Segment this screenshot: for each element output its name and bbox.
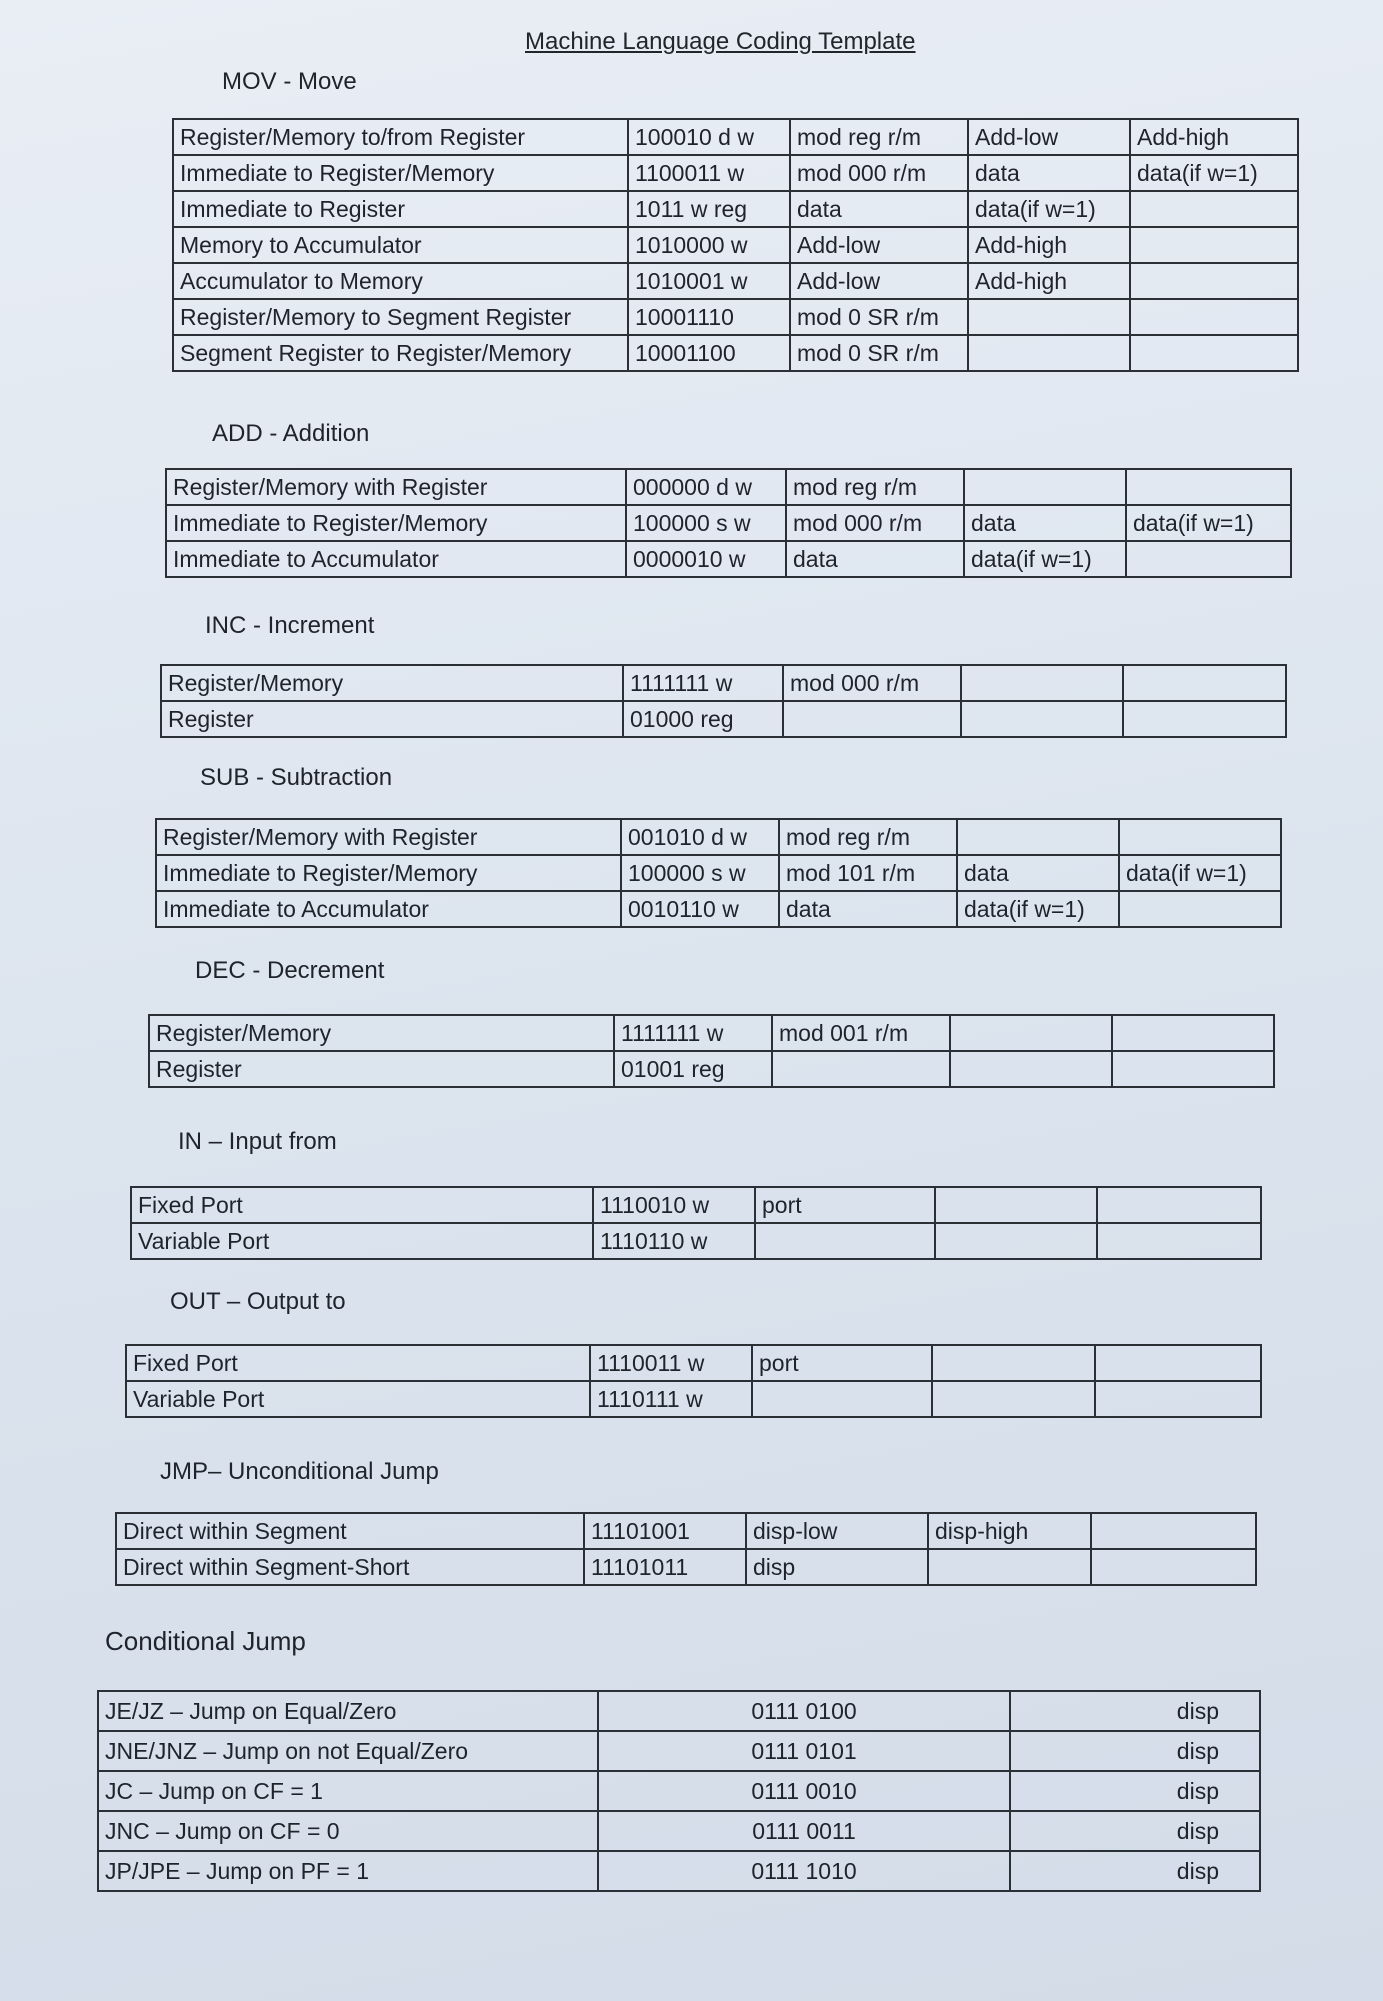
sub-table [155, 818, 1282, 928]
add-table [165, 468, 1292, 578]
table-row [149, 1051, 1274, 1087]
byte4-cell [1130, 191, 1298, 227]
mnemonic-cell: JNC – Jump on CF = 0 [98, 1811, 598, 1851]
table-row [149, 1015, 1274, 1051]
byte2-cell: mod 101 r/m [779, 855, 957, 891]
operation-cell: Immediate to Register [173, 191, 628, 227]
byte2-cell [752, 1381, 932, 1417]
section-heading-sub: SUB - Subtraction [200, 764, 393, 791]
displacement-cell: disp [1010, 1851, 1260, 1891]
byte2-cell: mod 0 SR r/m [790, 299, 968, 335]
byte4-cell [1126, 541, 1291, 577]
byte2-cell: data [779, 891, 957, 927]
table-row [116, 1513, 1256, 1549]
out-table [125, 1344, 1262, 1418]
section-heading-jmp: JMP– Unconditional Jump [160, 1458, 439, 1485]
byte3-cell [932, 1381, 1095, 1417]
byte3-cell: Add-high [968, 263, 1130, 299]
opcode-cell: 1111111 w [614, 1015, 772, 1051]
opcode-cell: 01001 reg [614, 1051, 772, 1087]
operation-cell: Register/Memory [161, 665, 623, 701]
opcode-cell: 0111 0101 [598, 1731, 1010, 1771]
operation-cell: Segment Register to Register/Memory [173, 335, 628, 371]
operation-cell: Fixed Port [126, 1345, 590, 1381]
byte4-cell [1130, 299, 1298, 335]
byte3-cell [968, 299, 1130, 335]
byte4-cell [1123, 701, 1286, 737]
byte4-cell [1112, 1051, 1274, 1087]
byte3-cell [928, 1549, 1091, 1585]
section-heading-inc: INC - Increment [205, 612, 375, 639]
table-row [156, 819, 1281, 855]
byte2-cell: mod reg r/m [779, 819, 957, 855]
byte3-cell [935, 1223, 1097, 1259]
opcode-cell: 1110110 w [593, 1223, 755, 1259]
byte2-cell: data [786, 541, 964, 577]
byte4-cell: Add-high [1130, 119, 1298, 155]
byte4-cell [1091, 1513, 1256, 1549]
opcode-cell: 100000 s w [626, 505, 786, 541]
byte4-cell [1119, 891, 1281, 927]
opcode-cell: 10001110 [628, 299, 790, 335]
operation-cell: Register [149, 1051, 614, 1087]
mnemonic-cell: JP/JPE – Jump on PF = 1 [98, 1851, 598, 1891]
table-row [166, 541, 1291, 577]
opcode-cell: 1100011 w [628, 155, 790, 191]
byte3-cell: data [964, 505, 1126, 541]
table-row [131, 1223, 1261, 1259]
byte4-cell: data(if w=1) [1126, 505, 1291, 541]
table-row [161, 701, 1286, 737]
byte2-cell: Add-low [790, 263, 968, 299]
byte4-cell [1112, 1015, 1274, 1051]
operation-cell: Direct within Segment [116, 1513, 584, 1549]
operation-cell: Fixed Port [131, 1187, 593, 1223]
operation-cell: Register/Memory with Register [166, 469, 626, 505]
opcode-cell: 100000 s w [621, 855, 779, 891]
section-heading-conditional-jump: Conditional Jump [105, 1626, 306, 1656]
byte3-cell [968, 335, 1130, 371]
inc-table [160, 664, 1287, 738]
table-row [161, 665, 1286, 701]
byte3-cell [950, 1015, 1112, 1051]
mnemonic-cell: JE/JZ – Jump on Equal/Zero [98, 1691, 598, 1731]
table-row [173, 119, 1298, 155]
displacement-cell: disp [1010, 1731, 1260, 1771]
byte2-cell: mod 000 r/m [786, 505, 964, 541]
byte2-cell: data [790, 191, 968, 227]
table-row [126, 1381, 1261, 1417]
section-heading-mov: MOV - Move [222, 68, 357, 95]
conditional-jump-table [97, 1690, 1261, 1892]
opcode-cell: 1010001 w [628, 263, 790, 299]
byte4-cell [1097, 1223, 1261, 1259]
opcode-cell: 100010 d w [628, 119, 790, 155]
table-row [173, 299, 1298, 335]
table-row [173, 227, 1298, 263]
mnemonic-cell: JC – Jump on CF = 1 [98, 1771, 598, 1811]
opcode-cell: 0010110 w [621, 891, 779, 927]
operation-cell: Register/Memory with Register [156, 819, 621, 855]
operation-cell: Immediate to Accumulator [156, 891, 621, 927]
byte3-cell: disp-high [928, 1513, 1091, 1549]
table-row [173, 155, 1298, 191]
in-table [130, 1186, 1262, 1260]
operation-cell: Memory to Accumulator [173, 227, 628, 263]
byte4-cell [1123, 665, 1286, 701]
table-row [98, 1811, 1260, 1851]
byte2-cell: mod 000 r/m [790, 155, 968, 191]
byte3-cell: data(if w=1) [964, 541, 1126, 577]
table-row [173, 191, 1298, 227]
table-row [166, 469, 1291, 505]
table-row [98, 1691, 1260, 1731]
byte2-cell: mod reg r/m [786, 469, 964, 505]
byte2-cell [772, 1051, 950, 1087]
mov-table [172, 118, 1299, 372]
opcode-cell: 11101011 [584, 1549, 746, 1585]
byte2-cell: mod 000 r/m [783, 665, 961, 701]
displacement-cell: disp [1010, 1691, 1260, 1731]
opcode-cell: 0111 0100 [598, 1691, 1010, 1731]
byte2-cell: disp [746, 1549, 928, 1585]
byte2-cell: port [755, 1187, 935, 1223]
byte2-cell: Add-low [790, 227, 968, 263]
byte2-cell [755, 1223, 935, 1259]
table-row [98, 1771, 1260, 1811]
opcode-cell: 1011 w reg [628, 191, 790, 227]
table-row [166, 505, 1291, 541]
byte4-cell [1126, 469, 1291, 505]
opcode-cell: 0111 1010 [598, 1851, 1010, 1891]
opcode-cell: 11101001 [584, 1513, 746, 1549]
mnemonic-cell: JNE/JNZ – Jump on not Equal/Zero [98, 1731, 598, 1771]
byte2-cell: disp-low [746, 1513, 928, 1549]
byte3-cell [961, 665, 1123, 701]
operation-cell: Direct within Segment-Short [116, 1549, 584, 1585]
opcode-cell: 1110011 w [590, 1345, 752, 1381]
table-row [173, 335, 1298, 371]
opcode-cell: 1111111 w [623, 665, 783, 701]
opcode-cell: 1110111 w [590, 1381, 752, 1417]
section-heading-dec: DEC - Decrement [195, 957, 385, 984]
byte3-cell: data(if w=1) [957, 891, 1119, 927]
opcode-cell: 10001100 [628, 335, 790, 371]
operation-cell: Register [161, 701, 623, 737]
operation-cell: Variable Port [131, 1223, 593, 1259]
table-row [98, 1731, 1260, 1771]
byte3-cell: Add-high [968, 227, 1130, 263]
table-row [126, 1345, 1261, 1381]
byte4-cell [1097, 1187, 1261, 1223]
operation-cell: Immediate to Register/Memory [156, 855, 621, 891]
byte3-cell [961, 701, 1123, 737]
dec-table [148, 1014, 1275, 1088]
byte3-cell [935, 1187, 1097, 1223]
byte3-cell: data [968, 155, 1130, 191]
opcode-cell: 01000 reg [623, 701, 783, 737]
operation-cell: Variable Port [126, 1381, 590, 1417]
byte3-cell [950, 1051, 1112, 1087]
byte3-cell: data(if w=1) [968, 191, 1130, 227]
byte4-cell: data(if w=1) [1119, 855, 1281, 891]
table-row [98, 1851, 1260, 1891]
operation-cell: Register/Memory to/from Register [173, 119, 628, 155]
opcode-cell: 000000 d w [626, 469, 786, 505]
table-row [156, 855, 1281, 891]
opcode-cell: 0111 0010 [598, 1771, 1010, 1811]
byte2-cell: mod 001 r/m [772, 1015, 950, 1051]
operation-cell: Immediate to Register/Memory [166, 505, 626, 541]
opcode-cell: 0000010 w [626, 541, 786, 577]
byte4-cell [1130, 335, 1298, 371]
operation-cell: Accumulator to Memory [173, 263, 628, 299]
operation-cell: Immediate to Accumulator [166, 541, 626, 577]
section-heading-add: ADD - Addition [212, 420, 370, 447]
jmp-table [115, 1512, 1257, 1586]
byte4-cell [1119, 819, 1281, 855]
table-row [131, 1187, 1261, 1223]
byte2-cell: port [752, 1345, 932, 1381]
table-row [156, 891, 1281, 927]
byte3-cell [957, 819, 1119, 855]
byte4-cell [1095, 1345, 1261, 1381]
byte3-cell [964, 469, 1126, 505]
displacement-cell: disp [1010, 1771, 1260, 1811]
byte4-cell [1130, 263, 1298, 299]
byte2-cell: mod reg r/m [790, 119, 968, 155]
byte3-cell: Add-low [968, 119, 1130, 155]
table-row [173, 263, 1298, 299]
operation-cell: Register/Memory [149, 1015, 614, 1051]
byte3-cell [932, 1345, 1095, 1381]
opcode-cell: 1110010 w [593, 1187, 755, 1223]
byte4-cell [1095, 1381, 1261, 1417]
section-heading-out: OUT – Output to [170, 1288, 346, 1315]
byte3-cell: data [957, 855, 1119, 891]
table-row [116, 1549, 1256, 1585]
document-title: Machine Language Coding Template [525, 28, 916, 55]
opcode-cell: 001010 d w [621, 819, 779, 855]
operation-cell: Immediate to Register/Memory [173, 155, 628, 191]
opcode-cell: 0111 0011 [598, 1811, 1010, 1851]
byte4-cell [1091, 1549, 1256, 1585]
operation-cell: Register/Memory to Segment Register [173, 299, 628, 335]
section-heading-in: IN – Input from [178, 1128, 337, 1155]
byte4-cell: data(if w=1) [1130, 155, 1298, 191]
byte2-cell [783, 701, 961, 737]
opcode-cell: 1010000 w [628, 227, 790, 263]
byte4-cell [1130, 227, 1298, 263]
displacement-cell: disp [1010, 1811, 1260, 1851]
byte2-cell: mod 0 SR r/m [790, 335, 968, 371]
